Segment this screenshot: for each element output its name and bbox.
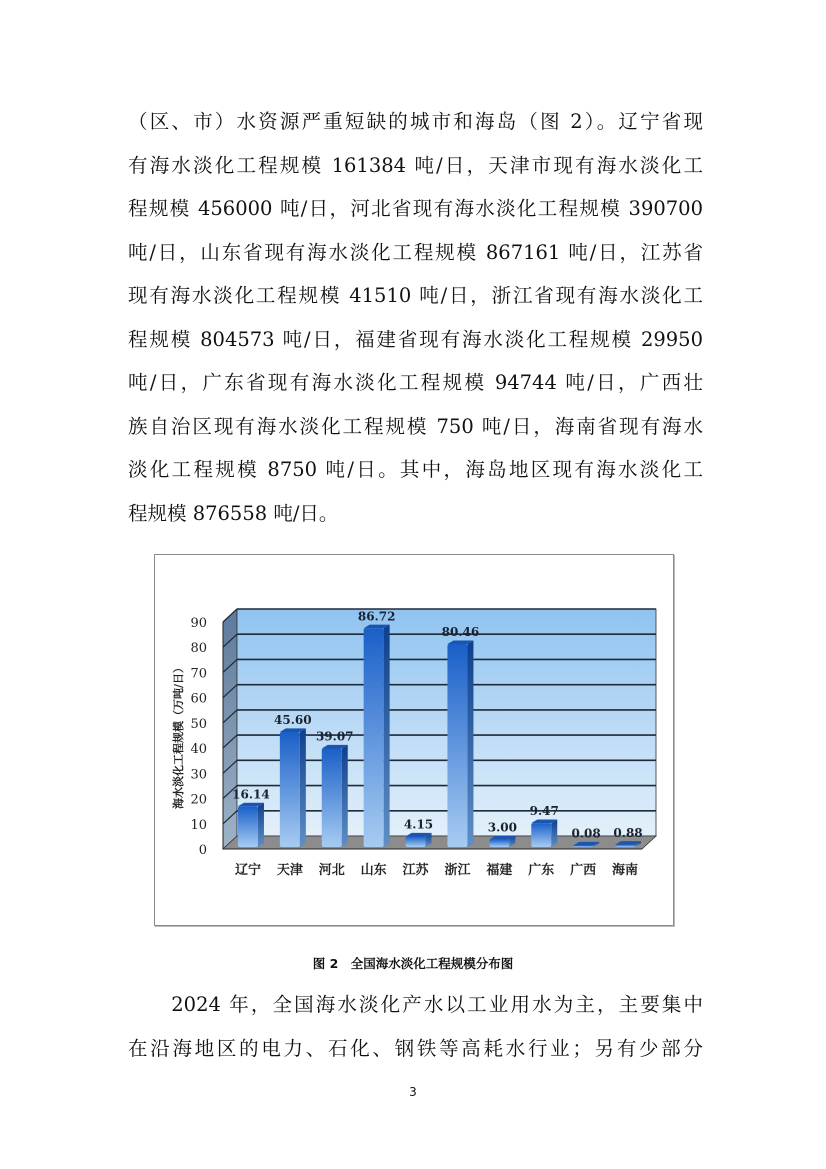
x-category-label: 福建 (486, 863, 513, 878)
text-line: 现有海水淡化工程规模 41510 吨/日，浙江省现有海水淡化工 (128, 284, 703, 307)
bar (280, 732, 300, 847)
figure-caption: 图 2 全国海水淡化工程规模分布图 (312, 956, 514, 971)
text-line: 吨/日，山东省现有海水淡化工程规模 867161 吨/日，江苏省 (128, 240, 703, 264)
text-line: 程规模 876558 吨/日。 (128, 501, 339, 525)
y-tick-label: 20 (190, 792, 207, 808)
y-tick-label: 50 (190, 716, 207, 732)
text-line: 在沿海地区的电力、石化、钢铁等高耗水行业；另有少部分 (128, 1036, 703, 1060)
x-category-label: 江苏 (402, 863, 429, 878)
bar (615, 845, 635, 847)
bar-value-label: 86.72 (357, 609, 396, 624)
text-line: 族自治区现有海水淡化工程规模 750 吨/日，海南省现有海水 (128, 414, 703, 438)
bar (238, 806, 258, 847)
bar (447, 644, 467, 847)
x-category-label: 海南 (612, 863, 639, 878)
bar-value-label: 39.07 (315, 729, 354, 744)
bar-value-label: 45.60 (274, 712, 312, 727)
page-number: 3 (409, 1085, 417, 1099)
bar (406, 837, 426, 847)
y-tick-label: 0 (198, 843, 207, 858)
y-tick-label: 60 (190, 691, 207, 707)
bar-value-label: 3.00 (487, 820, 517, 835)
x-category-label: 浙江 (444, 863, 471, 878)
x-category-label: 广西 (570, 863, 597, 878)
body-paragraph-2 (128, 983, 703, 1070)
text-line: （区、市）水资源严重短缺的城市和海岛（图 2）。辽宁省现 (128, 110, 703, 133)
text-line: 吨/日，广东省现有海水淡化工程规模 94744 吨/日，广西壮 (128, 371, 703, 394)
body-paragraph-1 (128, 100, 703, 535)
text-line: 2024 年，全国海水淡化产水以工业用水为主，主要集中 (128, 993, 703, 1016)
x-category-label: 广东 (528, 863, 555, 878)
text-line: 有海水淡化工程规模 161384 吨/日，天津市现有海水淡化工 (128, 153, 703, 177)
bar-value-label: 9.47 (529, 804, 559, 819)
bar-side (384, 625, 390, 847)
bar-chart (155, 555, 673, 925)
x-category-label: 天津 (276, 863, 303, 878)
y-tick-label: 40 (190, 742, 207, 758)
bar-side (551, 820, 557, 847)
bar (322, 748, 342, 847)
bar-value-label: 0.08 (571, 826, 601, 841)
bar-side (258, 803, 264, 847)
text-line: 程规模 456000 吨/日，河北省现有海水淡化工程规模 390700 (128, 197, 703, 220)
figure-2-chart (154, 554, 674, 926)
bar-side (342, 745, 348, 847)
text-line: 淡化工程规模 8750 吨/日。其中，海岛地区现有海水淡化工 (128, 458, 703, 481)
y-tick-label: 70 (190, 666, 207, 682)
text-line: 程规模 804573 吨/日，福建省现有海水淡化工程规模 29950 (128, 327, 703, 351)
bar-value-label: 4.15 (403, 817, 434, 832)
x-category-label: 辽宁 (234, 863, 261, 878)
bar-value-label: 80.46 (441, 625, 480, 640)
x-category-label: 山东 (360, 863, 387, 878)
y-tick-label: 80 (190, 641, 207, 657)
y-tick-label: 10 (190, 817, 207, 833)
bar-value-label: 0.88 (613, 825, 643, 840)
y-tick-label: 30 (190, 767, 207, 783)
bar (489, 839, 509, 847)
bar-side (467, 640, 473, 847)
bar (364, 628, 384, 847)
y-tick-label: 90 (190, 616, 207, 631)
bar-value-label: 16.14 (232, 787, 270, 802)
y-axis-label: 海水淡化工程规模（万吨/日） (172, 661, 185, 810)
bar-side (300, 728, 306, 847)
bar (573, 846, 593, 848)
x-category-label: 河北 (318, 863, 345, 878)
bar (531, 823, 551, 847)
